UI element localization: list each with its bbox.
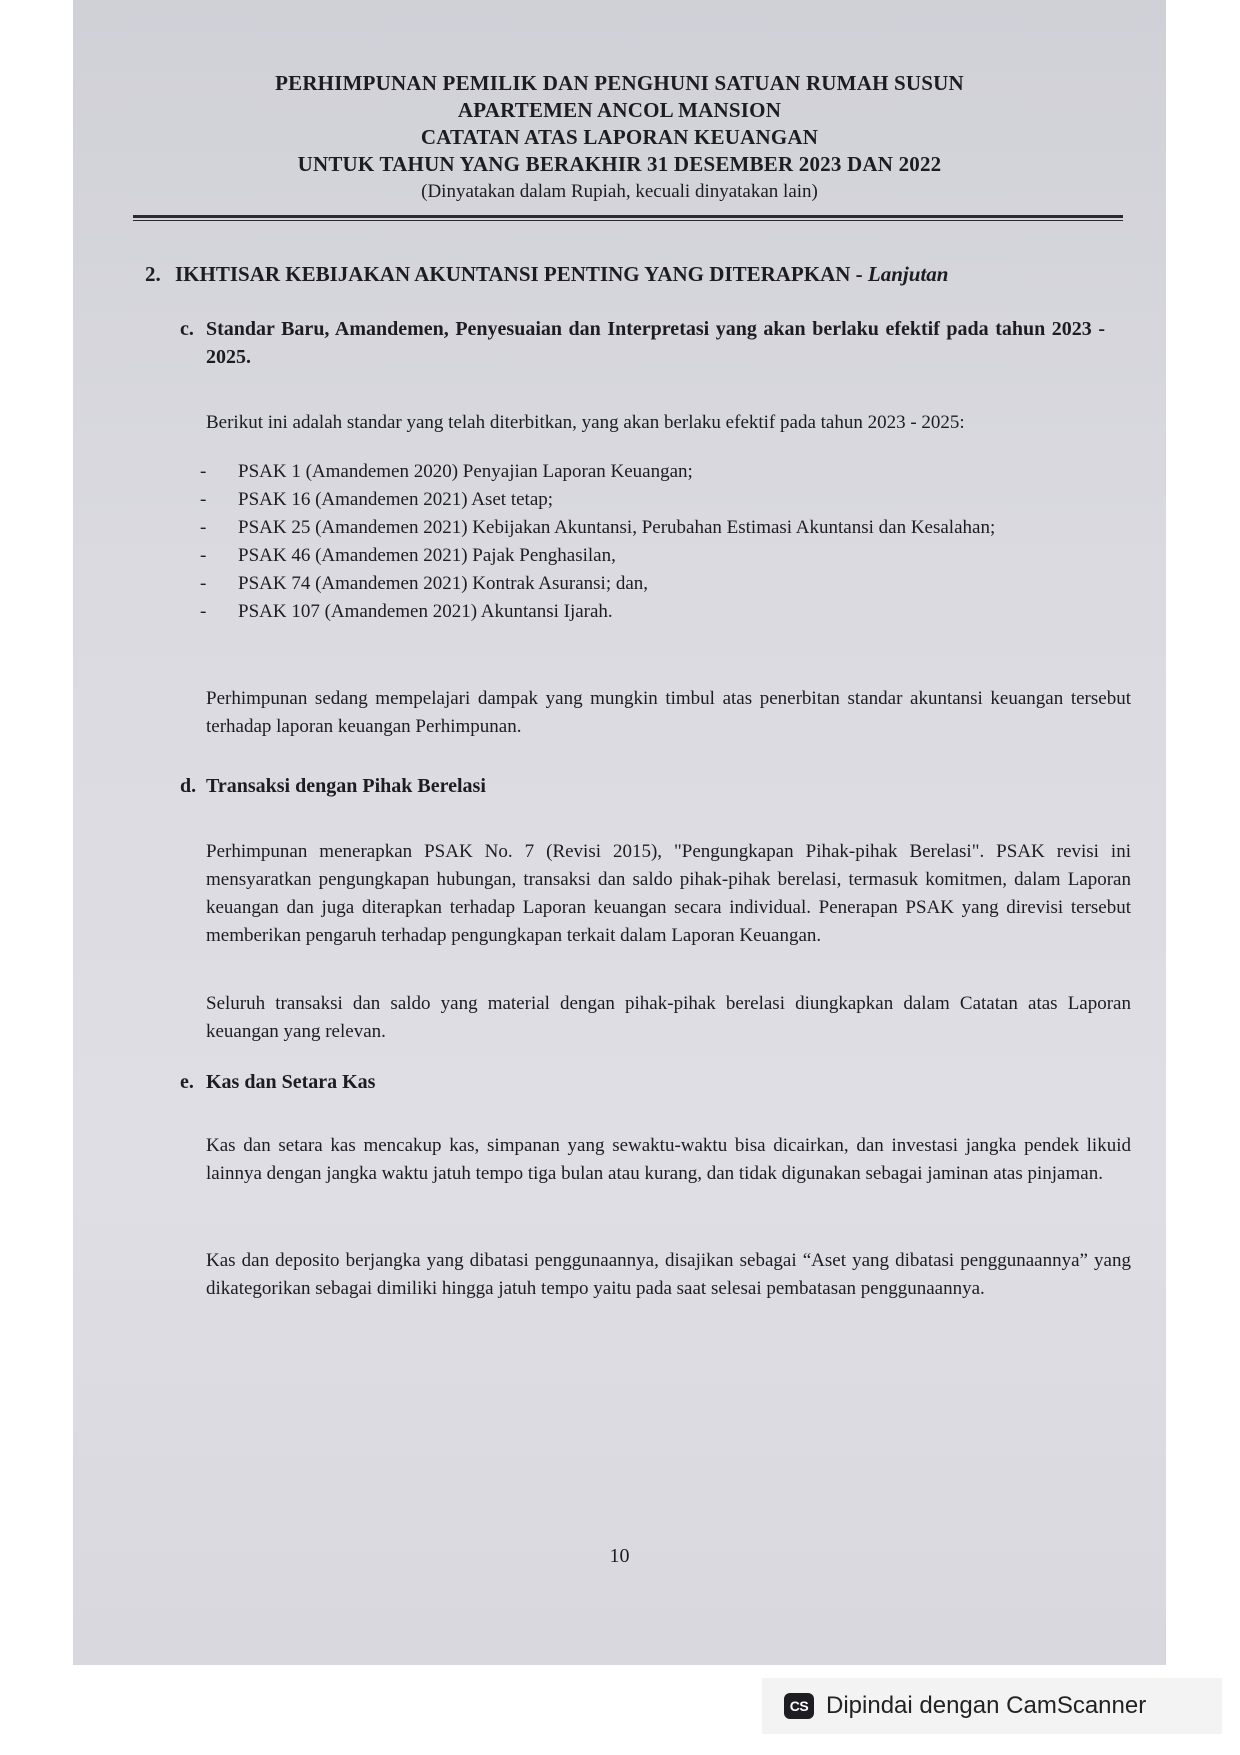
subsection-c-letter: c. — [180, 318, 194, 340]
subsection-c-title: Standar Baru, Amandemen, Penyesuaian dan Interpretasi yang akan berlaku efektif pada tahun 2023 - 2025. — [206, 318, 1105, 368]
subsection-d-title: Transaksi dengan Pihak Berelasi — [206, 775, 486, 797]
list-item: - PSAK 46 (Amandemen 2021) Pajak Penghasilan, — [200, 545, 616, 566]
subsection-e-paragraph-1: Kas dan setara kas mencakup kas, simpanan yang sewaktu-waktu bisa dicairkan, dan investasi jangka pendek likuid lainnya dengan jangka waktu jatuh tempo tiga bulan atau kurang, dan tidak digunakan sebagai jaminan atas pinjaman. — [206, 1135, 1131, 1184]
subsection-d-paragraph-1: Perhimpunan menerapkan PSAK No. 7 (Revisi 2015), "Pengungkapan Pihak-pihak Berelasi". PSAK revisi ini mensyaratkan pengungkapan hubungan, transaksi dan saldo pihak-pihak berelasi, termasuk komitmen, dalam Laporan keuangan dan juga diterapkan terhadap Laporan keuangan secara individual. Penerapan PSAK yang direvisi tersebut memberikan pengaruh terhadap pengungkapan terkait dalam Laporan Keuangan. — [206, 841, 1131, 946]
section-number: 2. — [145, 262, 161, 286]
psak-list — [200, 458, 1105, 626]
subsection-e — [180, 1068, 1105, 1096]
list-item: - PSAK 1 (Amandemen 2020) Penyajian Laporan Keuangan; — [200, 461, 693, 482]
list-item: - PSAK 25 (Amandemen 2021) Kebijakan Akuntansi, Perubahan Estimasi Akuntansi dan Kesalahan; — [200, 517, 996, 538]
document-page — [73, 0, 1166, 1665]
camscanner-text: Dipindai dengan CamScanner — [826, 1692, 1147, 1719]
psak-list-container — [200, 458, 1105, 626]
subsection-e-heading — [180, 1068, 1105, 1096]
subsection-c-closing: Perhimpunan sedang mempelajari dampak yang mungkin timbul atas penerbitan standar akuntansi keuangan tersebut terhadap laporan keuangan Perhimpunan. — [206, 688, 1131, 737]
header-line-1: PERHIMPUNAN PEMILIK DAN PENGHUNI SATUAN RUMAH SUSUN — [275, 71, 964, 95]
subsection-d-paragraph-2: Seluruh transaksi dan saldo yang material dengan pihak-pihak berelasi diungkapkan dalam Catatan atas Laporan keuangan yang relevan. — [206, 993, 1131, 1042]
list-item: - PSAK 107 (Amandemen 2021) Akuntansi Ijarah. — [200, 601, 613, 622]
subsection-e-title: Kas dan Setara Kas — [206, 1071, 376, 1093]
subsection-e-paragraph-2: Kas dan deposito berjangka yang dibatasi penggunaannya, disajikan sebagai “Aset yang dibatasi penggunaannya” yang dikategorikan sebagai dimiliki hingga jatuh tempo yaitu pada saat selesai pembatasan penggunaannya. — [206, 1250, 1131, 1299]
page-number: 10 — [609, 1545, 630, 1567]
subsection-d — [180, 772, 1105, 800]
subsection-c-intro: Berikut ini adalah standar yang telah diterbitkan, yang akan berlaku efektif pada tahun 2023 - 2025: — [206, 412, 965, 433]
header-divider-thick — [133, 215, 1123, 218]
camscanner-watermark — [762, 1678, 1222, 1734]
subsection-c — [180, 315, 1105, 437]
header-line-2: APARTEMEN ANCOL MANSION — [457, 98, 782, 122]
document-header — [73, 70, 1166, 204]
section-title-text: IKHTISAR KEBIJAKAN AKUNTANSI PENTING YANG DITERAPKAN - — [175, 262, 868, 286]
subsection-e-letter: e. — [180, 1071, 194, 1093]
section-title — [145, 262, 948, 287]
section-continued: Lanjutan — [867, 262, 949, 286]
subsection-d-heading — [180, 772, 1105, 800]
header-subtitle: (Dinyatakan dalam Rupiah, kecuali dinyatakan lain) — [421, 181, 818, 202]
camscanner-logo-icon: CS — [784, 1693, 814, 1719]
header-divider-thin — [133, 220, 1123, 221]
subsection-c-heading — [180, 315, 1105, 371]
subsection-d-letter: d. — [180, 775, 197, 797]
header-line-3: CATATAN ATAS LAPORAN KEUANGAN — [420, 125, 819, 149]
header-line-4: UNTUK TAHUN YANG BERAKHIR 31 DESEMBER 2023 DAN 2022 — [297, 152, 942, 176]
list-item: - PSAK 74 (Amandemen 2021) Kontrak Asuransi; dan, — [200, 573, 649, 594]
list-item: - PSAK 16 (Amandemen 2021) Aset tetap; — [200, 489, 554, 510]
